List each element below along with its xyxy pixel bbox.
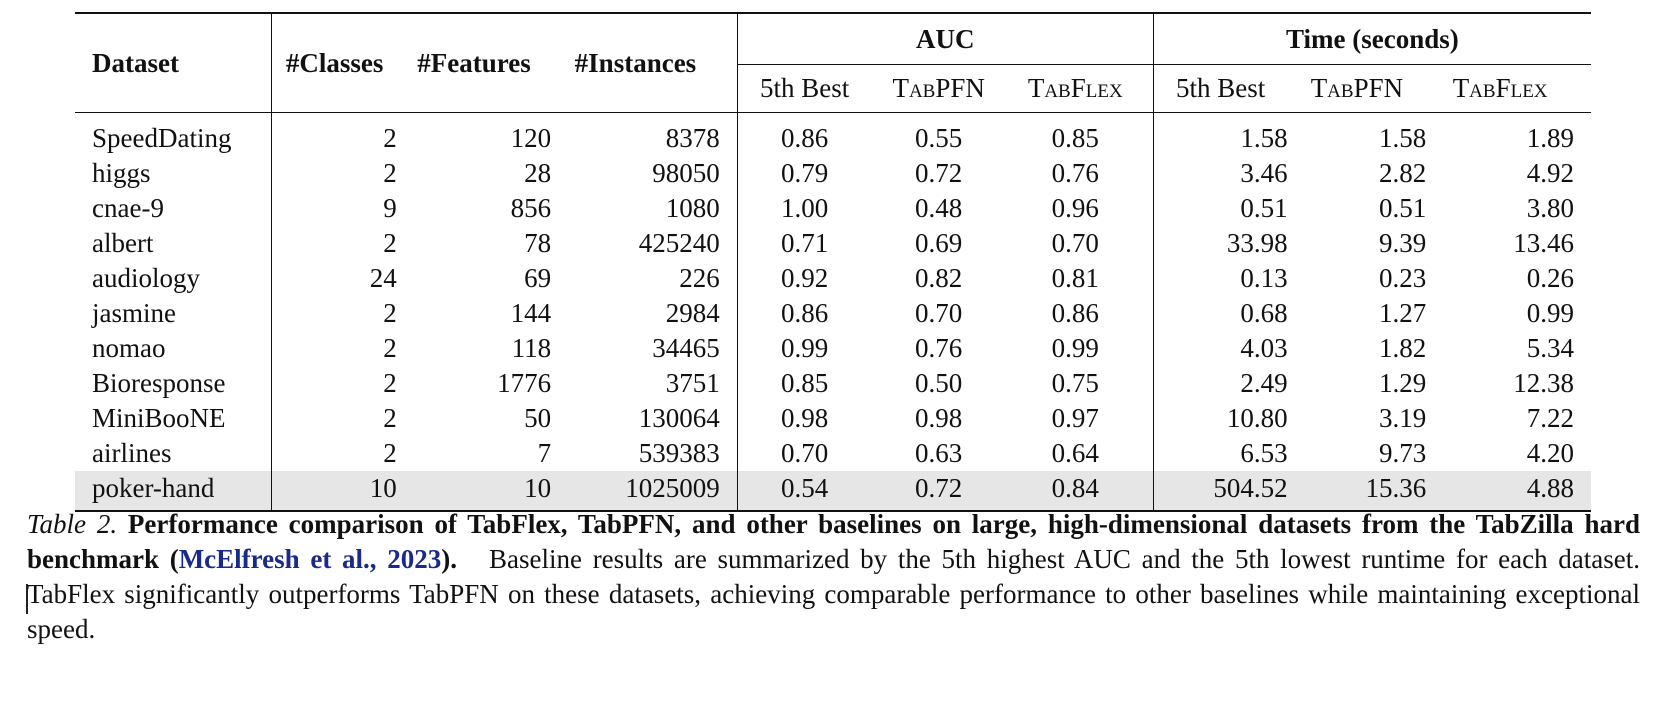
cell-instances: 226 [551, 261, 737, 296]
cell-auc-5th-best: 0.85 [781, 368, 829, 398]
cell-auc-tabpfn: 0.63 [915, 438, 963, 468]
cell-time-tabflex: 0.99 [1526, 298, 1574, 328]
caption-body: Baseline results are summarized by the 5th highest AUC and the 5th lowest runtime for each dataset. TabFlex significantly outperforms TabPFN on these datasets, achieving comparable performance to other baselines while maintaining exceptional speed. [27, 544, 1641, 644]
cell-dataset: airlines [75, 436, 272, 471]
cell-time-5th-best: 3.46 [1240, 158, 1288, 188]
cell-dataset: poker-hand [75, 471, 272, 511]
cell-classes: 2 [383, 228, 397, 258]
cell-auc-5th-best: 0.92 [781, 263, 829, 293]
cell-features: 69 [524, 263, 552, 293]
cell-dataset: SpeedDating [75, 113, 272, 157]
table-row [75, 113, 1591, 157]
cell-time-tabpfn: 9.39 [1378, 228, 1427, 258]
cell-classes: 2 [383, 368, 397, 398]
cell-time-tabpfn: 15.36 [1288, 471, 1427, 511]
header-classes: #Classes [285, 47, 384, 78]
cell-instances: 539383 [551, 436, 737, 471]
cell-features: 50 [524, 403, 552, 433]
cell-classes: 2 [383, 438, 397, 468]
cell-dataset: Bioresponse [75, 366, 272, 401]
cell-instances: 1025009 [551, 471, 737, 511]
cell-time-tabpfn: 0.51 [1378, 193, 1427, 223]
header-instances: #Instances [551, 13, 737, 113]
cell-time-tabpfn: 1.29 [1378, 368, 1427, 398]
header-dataset: Dataset [75, 13, 272, 113]
cell-auc-tabpfn: 0.72 [915, 158, 963, 188]
cell-features: 10 [397, 471, 551, 511]
cell-time-tabflex: 5.34 [1526, 333, 1574, 363]
cell-dataset: nomao [75, 331, 272, 366]
cell-auc-tabflex: 0.86 [1006, 296, 1153, 331]
cell-auc-tabflex: 0.70 [1006, 226, 1153, 261]
table-row [75, 471, 1591, 511]
caption-title-part2: ). [441, 544, 457, 574]
table-row [75, 156, 1591, 191]
cell-auc-5th-best: 0.71 [781, 228, 829, 258]
table-row [75, 331, 1591, 366]
cell-classes: 9 [383, 193, 397, 223]
cell-time-5th-best: 1.58 [1240, 123, 1288, 153]
header-features: #Features [417, 47, 531, 78]
cell-auc-tabpfn: 0.70 [915, 298, 963, 328]
cell-auc-tabpfn: 0.55 [915, 123, 963, 153]
cell-classes: 2 [383, 123, 397, 153]
cell-auc-tabflex: 0.96 [1006, 191, 1153, 226]
cell-time-tabflex: 4.92 [1526, 158, 1574, 188]
cell-auc-tabflex: 0.99 [1006, 331, 1153, 366]
cell-classes: 2 [383, 333, 397, 363]
cell-features: 118 [511, 333, 552, 363]
cell-time-5th-best: 10.80 [1226, 403, 1288, 433]
cell-auc-tabflex: 0.76 [1006, 156, 1153, 191]
cell-time-tabpfn: 9.73 [1378, 438, 1427, 468]
cell-time-tabflex: 7.22 [1526, 403, 1574, 433]
cell-time-tabflex: 4.20 [1526, 438, 1574, 468]
cell-auc-5th-best: 0.86 [781, 123, 829, 153]
citation-link[interactable]: McElfresh et al., 2023 [178, 544, 442, 574]
cell-time-tabpfn: 1.27 [1378, 298, 1427, 328]
cell-time-tabflex: 0.26 [1526, 263, 1574, 293]
caption-label: Table 2. [27, 509, 118, 539]
cell-classes: 2 [383, 298, 397, 328]
cell-time-tabpfn: 3.19 [1378, 403, 1427, 433]
table-row [75, 401, 1591, 436]
header-auc-5th-best: 5th Best [760, 73, 850, 103]
cell-auc-tabpfn: 0.50 [915, 368, 963, 398]
header-auc-tabflex: TabFlex [1006, 65, 1153, 113]
cell-time-tabflex: 3.80 [1526, 193, 1574, 223]
header-auc-group: AUC [737, 13, 1153, 65]
cell-instances: 1080 [551, 191, 737, 226]
cell-dataset: jasmine [75, 296, 272, 331]
cell-auc-tabpfn: 0.76 [915, 333, 963, 363]
cell-instances: 425240 [551, 226, 737, 261]
cell-auc-tabflex: 0.84 [1006, 471, 1153, 511]
cell-auc-tabflex: 0.75 [1006, 366, 1153, 401]
cell-instances: 98050 [551, 156, 737, 191]
cell-time-5th-best: 33.98 [1226, 228, 1288, 258]
cell-time-5th-best: 0.68 [1240, 298, 1288, 328]
table-row [75, 296, 1591, 331]
cell-dataset: audiology [75, 261, 272, 296]
cell-time-5th-best: 6.53 [1240, 438, 1288, 468]
cell-auc-tabflex: 0.81 [1006, 261, 1153, 296]
cell-classes: 10 [272, 471, 397, 511]
cell-instances: 34465 [551, 331, 737, 366]
cell-features: 1776 [497, 368, 552, 398]
cell-classes: 2 [383, 403, 397, 433]
cell-time-5th-best: 0.51 [1240, 193, 1288, 223]
cell-features: 856 [510, 193, 552, 223]
cell-auc-5th-best: 0.70 [781, 438, 829, 468]
cell-time-tabflex: 13.46 [1513, 228, 1574, 258]
cell-classes: 24 [369, 263, 397, 293]
cell-features: 78 [524, 228, 552, 258]
cell-time-5th-best: 2.49 [1240, 368, 1288, 398]
cell-auc-tabpfn: 0.98 [915, 403, 963, 433]
cell-instances: 2984 [551, 296, 737, 331]
cell-instances: 130064 [551, 401, 737, 436]
cell-instances: 3751 [551, 366, 737, 401]
cell-time-tabpfn: 2.82 [1378, 158, 1427, 188]
cell-auc-5th-best: 0.86 [781, 298, 829, 328]
cell-auc-5th-best: 1.00 [781, 193, 829, 223]
header-row-group [75, 13, 1591, 65]
cell-time-5th-best: 4.03 [1240, 333, 1288, 363]
table-row [75, 436, 1591, 471]
cell-time-tabflex: 1.89 [1526, 123, 1574, 153]
header-time-tabflex: TabFlex [1452, 73, 1548, 103]
header-time-5th-best: 5th Best [1176, 73, 1266, 103]
table-row [75, 366, 1591, 401]
cell-auc-5th-best: 0.54 [737, 471, 871, 511]
table-row [75, 226, 1591, 261]
cell-auc-tabflex: 0.64 [1006, 436, 1153, 471]
table-row [75, 191, 1591, 226]
cell-features: 28 [524, 158, 552, 188]
cell-auc-5th-best: 0.98 [781, 403, 829, 433]
cell-classes: 2 [383, 158, 397, 188]
cell-dataset: albert [75, 226, 272, 261]
cell-dataset: MiniBooNE [75, 401, 272, 436]
cell-time-tabpfn: 1.82 [1378, 333, 1427, 363]
table-caption [27, 507, 1640, 647]
cell-time-tabpfn: 1.58 [1378, 123, 1427, 153]
cell-instances: 8378 [551, 113, 737, 157]
cell-features: 7 [537, 438, 552, 468]
table-body [75, 113, 1591, 512]
cell-auc-5th-best: 0.99 [781, 333, 829, 363]
cell-auc-5th-best: 0.79 [781, 158, 829, 188]
cell-auc-tabpfn: 0.69 [915, 228, 963, 258]
cell-time-tabpfn: 0.23 [1378, 263, 1427, 293]
cell-time-tabflex: 4.88 [1426, 471, 1591, 511]
header-auc-tabpfn: TabPFN [892, 73, 985, 103]
results-table-container [75, 12, 1591, 512]
caption-title-part1: Performance comparison of TabFlex, TabPFN, and other baselines on large, high-dimensional datasets from the TabZilla hard benchmark ( [27, 509, 1641, 574]
cell-dataset: cnae-9 [75, 191, 272, 226]
cell-features: 144 [510, 298, 552, 328]
cell-auc-tabflex: 0.97 [1006, 401, 1153, 436]
results-table [75, 12, 1591, 512]
header-time-group: Time (seconds) [1153, 13, 1591, 65]
cell-time-tabflex: 12.38 [1513, 368, 1574, 398]
cell-auc-tabpfn: 0.48 [915, 193, 963, 223]
cell-dataset: higgs [75, 156, 272, 191]
cell-auc-tabflex: 0.85 [1006, 113, 1153, 157]
header-time-tabpfn: TabPFN [1310, 73, 1404, 103]
cell-auc-tabpfn: 0.72 [872, 471, 1006, 511]
table-row [75, 261, 1591, 296]
cell-features: 120 [510, 123, 552, 153]
cell-time-5th-best: 0.13 [1240, 263, 1288, 293]
cell-time-5th-best: 504.52 [1153, 471, 1287, 511]
cell-auc-tabpfn: 0.82 [915, 263, 963, 293]
